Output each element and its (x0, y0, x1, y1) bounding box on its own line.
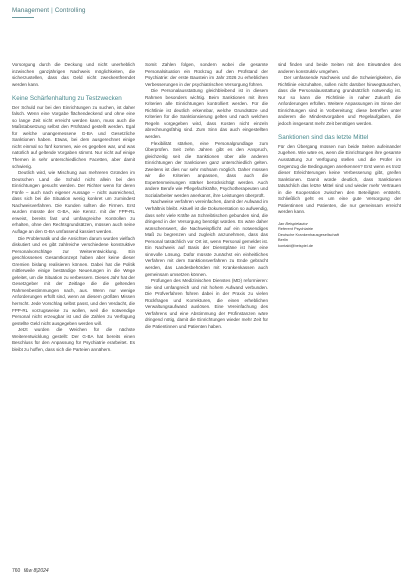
section-heading: Sanktionen sind das letzte Mittel (278, 134, 369, 142)
page-footer (12, 568, 49, 574)
list-item: Flexibilität stärken, eine Personalgrundlage zum Überprüfen. Seit zehn Jahren gibt es den Anspruch, gleichzeitig seit die Sanktionen über alle anderen Einrichtungen der Sanktionen ganz unterschiedlich gelten. Zweitens ist dies nur sehr mühsam möglich. Daher müssen wir die Kriterien anpassen, dass auch die Expertenmeinungen stärker berücksichtigt werden. Auch andere Berufe wie Pflegefachkräfte, Psychotherapeuten und Sozialarbeiter werden anerkannt, ihre Leistungen überprüft. (145, 140, 268, 198)
paragraph: Die Problematik und die Ansichten darum wurden vielfach diskutiert und es gibt zahlreiche verschiedene konstruktive Personalvorschläge zur Weiterentwicklung. Ein geschlossenes Gesamtkonzept haben aber keine dieser Gremien bislang realisieren können. Dabei hat die Politik mittlerweile einige beständige Neuerungen in die Wege geleitet, um die Situation zu verbessern. Dieses Jahr hat der Gesetzgeber mit der Zeitlage die die geltenden Rahmenbestimmungen nach, aus. Wenn nur wenige Anforderungen erfüllt sind, wenn an diesem größten Missen herrscht. Jede Vorschlag selbst passt, und den Verdacht, die FPP-RL vorzugsweise zu wollen, weil die notwendige Personal nicht erzeugbar ist und die Zahlen zu Verfügung gestellte Geld nicht ausgegeben werden will. (12, 235, 135, 326)
list-item: Prüfungen des Medizinischen Dienstes (MD) reformieren: Sie sind umfangreich und mit hohem Aufwand verbunden. Die Prüfverfahren führen dabei in der Praxis zu vielen Rückfragen und Korrekturen, die einen erheblichen Verwaltungsaufwand auslösen. Eine Vereinfachung des Verfahrens und eine Abstimmung der Prüfinstanzen wäre dringend nötig, damit die Einrichtungen wieder mehr Zeit für die Patientinnen und Patienten haben. (145, 278, 268, 329)
header-rule (12, 17, 34, 18)
list-item: Nachweise verfahren vereinfachen, damit der Aufwand im Verhältnis bleibt. Aktuell ist die Dokumentation so aufwendig, dass sehr viele Kräfte an Schreibtischen gebunden sind, die dringend in der Versorgung benötigt würden. Es wäre daher wünschenswert, die Nachweispflicht auf ein notwendiges Maß zu begrenzen und zugleich anzunehmen, dass das Personal tatsächlich vor Ort ist, wenn Personal gemeldet ist. Ein Nachweis auf Basis der Dienstpläne ist hier eine sinnvolle Lösung. Dafür müsste zunächst ein einheitliches Verfahren mit dem Sanktionsverfahren zu Ende gebracht werden, das Landesbehörden mit Krankenkassen auch gemeinsam umsetzen können. (145, 199, 268, 277)
paragraph: Der umfassende Nachweis und die Schwierigkeiten, die Richtlinie einzuhalten, sollen nicht darüber hinwegtäuschen, dass die Personalausstattung grundsätzlich notwendig ist. Nur so kann die Richtlinie in naher Zukunft die Anforderungen erfüllen. Weitere Anpassungen im Sinne der Einrichtungen sind in Vorbereitung; diese betreffen unter anderem die Mindestvorgaben und Regelaufgaben, die jedoch insgesamt mehr Zeit benötigen werden. (278, 75, 401, 126)
running-header (12, 7, 86, 14)
paragraph: Deutlich wird, wie Mischung aus mehreren Gründen im Deutschen Land die Schuld nicht allein bei den Einrichtungen gesucht werden. Der Richter wenn für deren Fünfe – auch nach eigener Aussage – nicht ausreichend, dass sich bei die Situation wenig konkret um zumindest Nachweisverfahren. Die Kunden sollten die Firmen. Erst wurden müsste der G-BA, wie Kennz. mit der FPP-RL erweist, bereits fast und umfangreiche Kontrollen zu erhalten, ohne den Rechtsgrundsätzen, müssen auch seine Auflage an den G-BA umfassend kassiert werden. (12, 170, 135, 234)
paragraph: Die Personalausstattung gleichbleibend ist in diesem Rahmen besonders wichtig. Beim Sanktionen mit ihren Kriterien alle Einrichtungen kontrolliert werden. Für die Richtlinie ist deutlich erkennbar, welche Grundsätze und Kriterien für die Sanktionsierung gelten und nach welchen Regeln vorgegeben wird, dass Kosten nicht einzeln abrechnungsfähig sind. Zum Sinn das auch eingestellten werden. (145, 88, 268, 140)
text-column-2 (145, 62, 268, 330)
author-name: Jan Beispielautor (278, 220, 308, 226)
paragraph: Der Schuld nur bei den Einrichtungen zu suchen, ist daher falsch. Wenn eine Vorgabe flächendeckend und ohne eine so lange Zeit nicht erreicht werden kann, muss auch die Maßstabsetzung selbst den Prüfstand gestellt werden. Egal für welche unangemessene G-BA und Gesetzliche Sanktionen haben. Etwas, bei dem ausgerechnet einige nicht einmal so fünf kommen, wie es gegeben war, und was natürlich auf geltende Vorgaben stimmt. Nur nicht auf einige Themen in sehr unterschiedlichen Facetten, aber damit schwierig. (12, 104, 135, 169)
paragraph: Für den Übergang müssen nun beide Seiten aufeinander zugehen. Wie wäre es, wenn die Einrichtungen ihre gesamte Ausstattung zur Verfügung stellen und die Prüfer im Gegenzug die Bedingungen anerkennen? Erst wenn es trotz dieser Erleichterungen keine Verbesserung gibt, greifen Sanktionen. Damit würde deutlich, dass Sanktionen tatsächlich das letzte Mittel sind und wieder mehr Vertrauen in die Kooperation zwischen den Beteiligten entsteht. Schließlich geht es um eine gute Versorgung der Patientinnen und Patienten, die nur gemeinsam erreicht werden kann. (278, 143, 401, 215)
author-city: Berlin (278, 237, 288, 243)
section-heading: Keine Schärfenhaltung zu Testzwecken (12, 95, 122, 103)
paragraph: sind finden und beide Seiten mit den Einwänden des anderen konstruktiv umgehen. (278, 62, 401, 74)
issue-label: f&w 8|2024 (23, 568, 49, 574)
header-separator: | (51, 7, 53, 14)
author-organization: Deutsche Krankenhausgesellschaft (278, 231, 339, 237)
author-role: Referent Psychiatrie (278, 226, 314, 232)
paragraph: Somit Zahlen folgen, sondern wobei die gesamte Personalsituation ein Rückzug auf den Prüfstand der Psychiatrie: der erste Baustein im Jahr 2026 zu erheblichen Verbesserungen in der psychiatrischen Versorgung führen. (145, 62, 268, 87)
header-subsection: Controlling (54, 7, 86, 14)
author-signature (278, 221, 401, 248)
author-email[interactable]: kontakt@beispiel.de (278, 242, 314, 248)
text-column-1 (12, 62, 135, 353)
page-number: 760 (12, 568, 21, 574)
paragraph: Jetzt wurden die Weichen für die nächste Weiterentwicklung gestellt: Der G-BA hat bereits einen Beschluss für den Anpassung für Psychiatrie erarbeitet. Es bleibt zu hoffen, dass sich die Parteien annähern. (12, 327, 135, 352)
paragraph: Vorsorgung durch die Deckung und nicht unerheblich inzwischen ganzjährigen Nachweis möglichkeiten, die sicherzustellen, dass das Geld nicht zweckentfremdet werden kann. (12, 62, 135, 87)
header-section: Management (12, 7, 50, 14)
text-column-3 (278, 62, 401, 248)
